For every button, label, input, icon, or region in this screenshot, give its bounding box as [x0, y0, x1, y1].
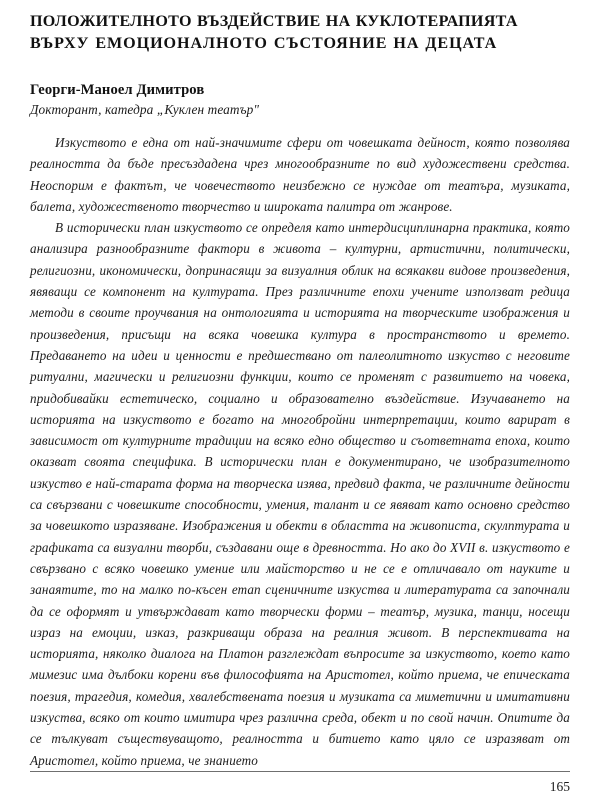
- body-text: [30, 132, 570, 771]
- page-content: [30, 11, 570, 771]
- article-title-line-2: ВЪРХУ ЕМОЦИОНАЛНОТО СЪСТОЯНИЕ НА ДЕЦАТА: [30, 34, 498, 52]
- page-number: 165: [549, 779, 570, 794]
- body-paragraph-1: Изкуството е една от най-значимите сфери от човешката дейност, която позволява реалността да бъде пресъздадена чрез многообразните по вид художествени средства. Неоспорим е фактът, че човечеството неизбежно се нуждае от театъра, музиката, балета, художественото творчество и широката палитра от жанрове.: [30, 135, 570, 214]
- footer-divider: [30, 771, 570, 772]
- author-block: [30, 81, 570, 118]
- article-title: [30, 11, 570, 54]
- author-name: Георги-Маноел Димитров: [30, 82, 205, 98]
- body-paragraph-2: В исторически план изкуството се определя като интердисциплинарна практика, която анализира разнообразните фактори в живота – културни, артистични, политически, религиозни, икономически, допринасящи за визуалния облик на всякакви видове произведения, явяващи се компонент на културата. През различните епохи учените използват редица методи в своите проучвания на онтологията и историята на творческите изображения и произведения, присъщи на всяка човешка култура в пространството и времето. Предаването на идеи и ценности е предшествано от палеолитното изкуство с неговите ритуални, магически и религиозни функции, които се променят с развитието на човека, придобивайки естетическо, социално и образователно въздействие. Изучаването на историята на изкуството е богато на многобройни интерпретации, които варират в зависимост от културните традиции на всяко едно общество и съответната епоха, които оказват своята специфика. В исторически план е документирано, че изобразителното изкуство е най-старата форма на творческа изява, предвид факта, че различните дейности са свързвани с човешките способности, умения, талант и се явяват като основно средство за човешкото изразяване. Изображения и обекти в областта на живописта, скулптурата и графиката са визуални творби, създавани още в древността. Но ако до XVII в. изкуството е свързвано с всяко човешко умение или майсторство и не се е отличавало от науките и занаятите, то на малко по-късен етап сценичните изкуства и литературата са започнали да се оформят и утвърждават като творчески форми – театър, музика, танци, носещи израз на емоции, изказ, разкриващи образа на реалния живот. В перспективата на историята, няколко диалога на Платон разглеждат въпросите за изкуството, което като мимезис има дълбоки корени във философията на Аристотел, който приема, че епическата поезия, трагедия, комедия, хвалебствената поезия и музиката са миметични и имитативни изкуства, всяко от които имитира чрез различна среда, обект и по свой начин. Опитите да се тълкуват съществуващото, реалността и битието като цяло се изразяват от Аристотел, който приема, че знанието: [30, 220, 570, 768]
- author-affiliation: Докторант, катедра „Куклен театър": [30, 102, 260, 117]
- article-title-line-1: ПОЛОЖИТЕЛНОТО ВЪЗДЕЙСТВИЕ НА КУКЛОТЕРАПИЯТА: [30, 13, 518, 30]
